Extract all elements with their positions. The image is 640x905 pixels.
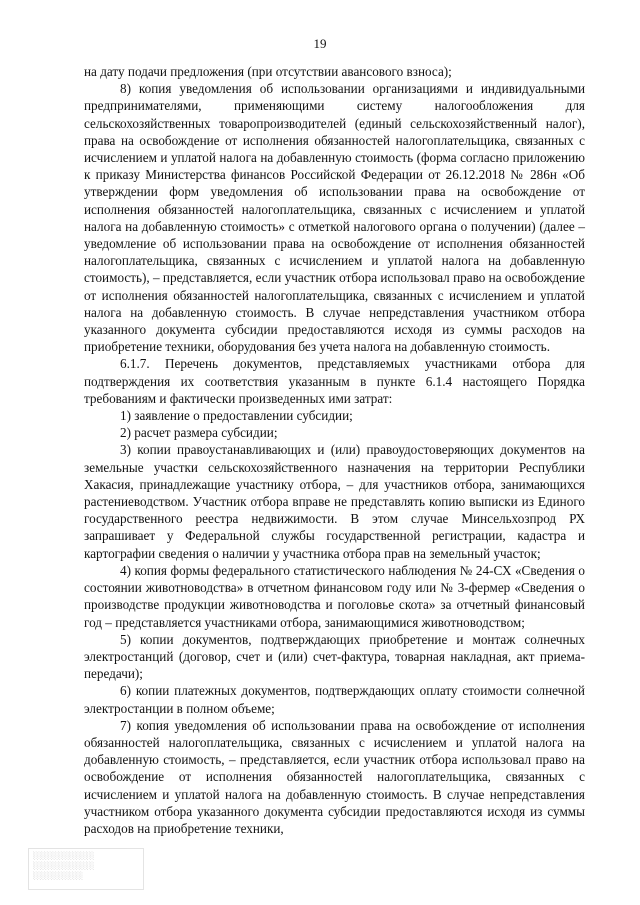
paragraph-continuation: на дату подачи предложения (при отсутствии авансового взноса); [84, 64, 452, 79]
list-item-2: 2) расчет размера субсидии; [120, 425, 278, 441]
list-item-1: 1) заявление о предоставлении субсидии; [120, 408, 353, 424]
list-item-7: 7) копия уведомления об использовании права на освобождение от исполнения обязанностей налогоплательщика, связанных с исчислением и уплатой налога на добавленную стоимость, – представляется, если участник отбора использовал право на освобождение от исполнения обязанностей налогоплательщика, связанных с исчислением и уплатой налога на добавленную стоимость. В случае непредставления участником отбора указанного документа субсидии предоставляются исходя из суммы расходов на приобретение техники, [84, 717, 585, 836]
paragraph-item-8: 8) копия уведомления об использовании организациями и индивидуальными предпринимателями, применяющими систему налогообложения для сельскохозяйственных товаропроизводителей (единый сельскохозяйственный налог), права на освобождение от исполнения обязанностей налогоплательщика, связанных с исчислением и уплатой налога на добавленную стоимость (форма согласно приложению к приказу Министерства финансов Российской Федерации от 26.12.2018 № 286н «Об утверждении форм уведомления об использовании права на освобождение от исполнения обязанностей налогоплательщика, связанных с исчислением и уплатой налога на добавленную стоимость» с отметкой налогового органа о получении) (далее – уведомление об использовании права на освобождение от исполнения обязанностей налогоплательщика, связанных с исчислением и уплатой налога на добавленную стоимость), – представляется, если участник отбора использовал право на освобождение от исполнения обязанностей налогоплательщика, связанных с исчислением и уплатой налога на добавленную стоимость. В случае непредставления участником отбора указанного документа субсидии предоставляются исходя из суммы расходов на приобретение техники, оборудования без учета налога на добавленную стоимость. [84, 81, 585, 355]
list-item-4: 4) копия формы федерального статистического наблюдения № 24-СХ «Сведения о состоянии животноводства» в отчетном финансовом году или № 3-фермер «Сведения о производстве продукции животноводства и поголовье скота» за отчетный финансовый год – представляется участниками отбора, занимающимися животноводством; [84, 562, 585, 630]
list-item-5: 5) копии документов, подтверждающих приобретение и монтаж солнечных электростанций (договор, счет и (или) счет-фактура, товарная накладная, акт приема-передачи); [84, 631, 585, 682]
faint-stamp-watermark: ░░░░░░░░░░░ ░░░░░░░░░░░ ░░░░░░░░░ [28, 848, 144, 890]
list-item-3: 3) копии правоустанавливающих и (или) правоудостоверяющих документов на земельные участки сельскохозяйственного назначения на территории Республики Хакасия, принадлежащие участнику отбора, – для участников отбора, занимающихся растениеводством. Участник отбора вправе не представлять копию выписки из Единого государственного реестра недвижимости. В этом случае Минсельхозпрод РХ запрашивает у Федеральной службы государственной регистрации, кадастра и картографии сведения о наличии у участника отбора прав на земельный участок; [84, 442, 585, 561]
paragraph-section-6-1-7: 6.1.7. Перечень документов, представляемых участниками отбора для подтверждения их соответствия указанным в пункте 6.1.4 настоящего Порядка требованиям и фактически произведенных ими затрат: [84, 356, 585, 406]
document-body [84, 63, 585, 837]
list-item-6: 6) копии платежных документов, подтверждающих оплату стоимости солнечной электростанции в полном объеме; [84, 683, 585, 716]
page-number: 19 [313, 36, 327, 51]
